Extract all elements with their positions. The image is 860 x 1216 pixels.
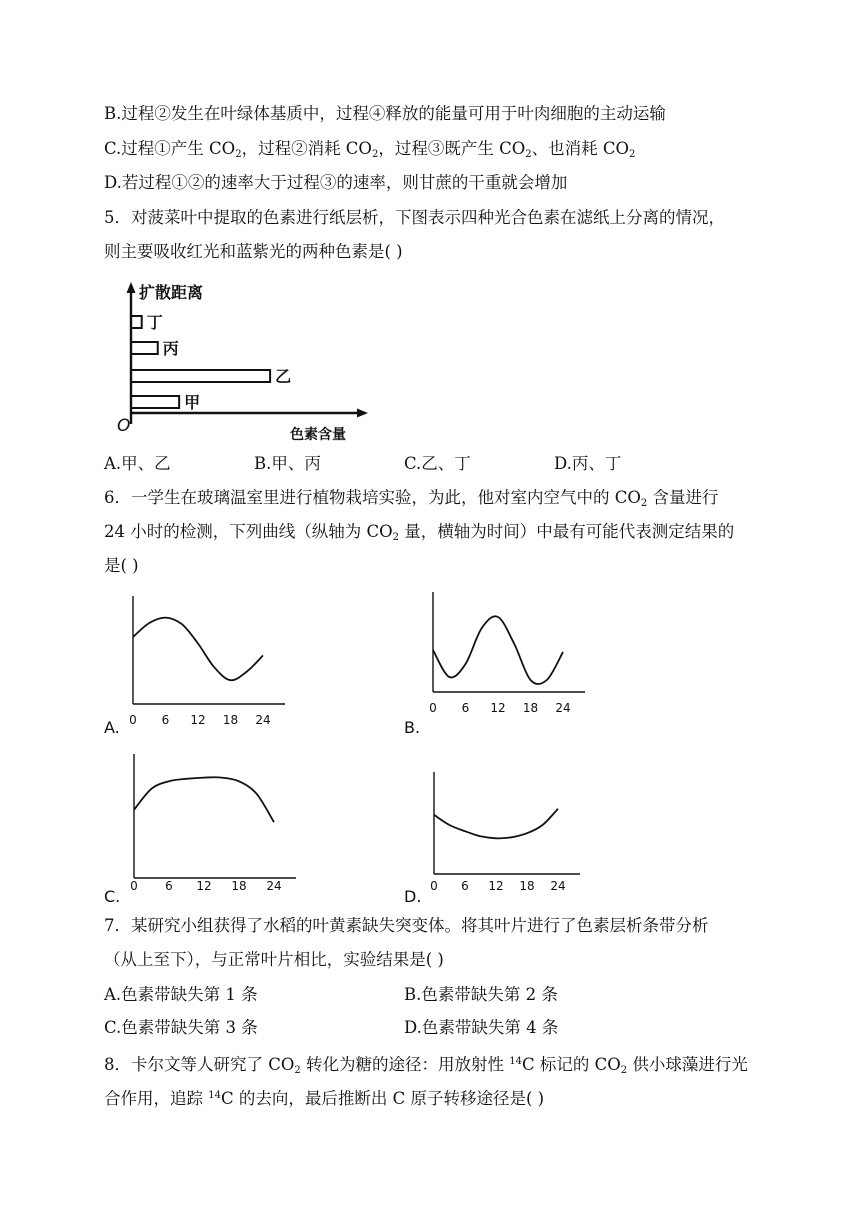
graph-a-label: A. [104, 718, 120, 737]
x-tick-label: 18 [519, 879, 535, 893]
x-tick-label: 18 [522, 701, 539, 715]
question-7-stem-1: 7．某研究小组获得了水稻的叶黄素缺失突变体。将其叶片进行了色素层析条带分析 [104, 916, 709, 935]
q7-option-c-text: C.色素带缺失第 3 条 [104, 1018, 258, 1037]
graph-c-ticks [130, 879, 281, 893]
subscript-2: 2 [525, 149, 532, 160]
x-tick-label: 0 [130, 879, 138, 893]
q7-option-a[interactable] [104, 984, 258, 1006]
x-tick-label: 18 [222, 713, 239, 727]
graph-c [100, 750, 300, 908]
option-b-line [104, 103, 666, 125]
subscript-2: 2 [294, 1065, 301, 1076]
question-8-stem-4: 供小球藻进行光 [627, 1055, 748, 1074]
graph-d-curve [434, 809, 558, 839]
x-tick-label: 6 [165, 879, 173, 893]
graph-c-label: C. [104, 887, 121, 906]
q7-option-b-text: B.色素带缺失第 2 条 [404, 985, 558, 1004]
question-6-stem-3: 24 小时的检测，下列曲线（纵轴为 CO [104, 522, 393, 541]
x-axis-label: 色素含量 [290, 427, 346, 442]
question-7-stem-2: （从上至下），与正常叶片相比，实验结果是( ) [104, 950, 444, 969]
question-6-line-3 [104, 555, 139, 577]
pigment-bar-3 [131, 396, 179, 408]
option-b-text: B.过程②发生在叶绿体基质中，过程④释放的能量可用于叶肉细胞的主动运输 [104, 104, 666, 123]
x-tick-label: 24 [255, 713, 271, 727]
graph-b-label: B. [404, 718, 421, 737]
pigment-bar-0 [131, 316, 142, 328]
y-axis-arrow [127, 282, 136, 293]
pigment-bar-2 [131, 370, 270, 382]
pigment-label-3: 甲 [184, 393, 201, 412]
question-6-stem-5: 是( ) [104, 556, 139, 575]
question-8-stem-2: 转化为糖的途径：用放射性 [300, 1055, 510, 1074]
subscript-2: 2 [629, 149, 636, 160]
pigment-label-0: 丁 [146, 313, 163, 332]
option-c-text-3: ，过程③既产生 CO [378, 139, 526, 158]
pigment-label-1: 丙 [162, 339, 179, 358]
q7-option-d-text: D.色素带缺失第 4 条 [404, 1018, 559, 1037]
x-tick-label: 6 [161, 713, 170, 727]
subscript-2: 2 [640, 498, 648, 509]
x-tick-label: 12 [196, 879, 212, 893]
subscript-2: 2 [371, 149, 379, 160]
q5-option-a-text: A.甲、乙 [104, 454, 171, 473]
x-tick-label: 0 [429, 701, 437, 715]
question-5-line-2 [104, 241, 403, 263]
q5-option-b[interactable] [254, 453, 321, 475]
graph-d [400, 770, 600, 908]
x-tick-label: 12 [488, 879, 504, 893]
question-5-line-1 [104, 207, 725, 229]
q5-option-d-text: D.丙、丁 [554, 454, 622, 473]
question-6-line-2 [104, 521, 734, 549]
q7-option-a-text: A.色素带缺失第 1 条 [104, 985, 258, 1004]
q7-option-d[interactable] [404, 1017, 558, 1039]
graph-d-ticks [430, 879, 565, 893]
graph-a-ticks [129, 713, 270, 727]
graph-b-curve [433, 616, 563, 684]
graph-d-axes [434, 772, 580, 874]
x-tick-label: 6 [461, 879, 469, 893]
question-6-stem-1: 6．一学生在玻璃温室里进行植物栽培实验，为此，他对室内空气中的 CO [104, 488, 641, 507]
question-8-stem-3: C 标记的 CO [522, 1055, 621, 1074]
superscript-14: 14 [509, 1056, 523, 1067]
x-tick-label: 24 [266, 879, 282, 893]
question-6-stem-2: 含量进行 [647, 488, 719, 507]
question-7-line-2 [104, 949, 444, 971]
graph-a [100, 588, 300, 740]
option-c-text-2: ，过程②消耗 CO [241, 139, 372, 158]
question-5-stem-2: 则主要吸收红光和蓝紫光的两种色素是( ) [104, 242, 403, 261]
question-8-stem-5: 合作用，追踪 [104, 1089, 209, 1108]
graph-b-axes [433, 592, 585, 692]
x-tick-label: 24 [555, 701, 571, 715]
question-6-line-1 [104, 487, 719, 515]
x-tick-label: 0 [430, 879, 438, 893]
q5-option-a[interactable] [104, 453, 171, 475]
question-8-line-1 [104, 1051, 748, 1082]
question-8-line-2 [104, 1085, 544, 1110]
y-axis-label: 扩散距离 [139, 283, 204, 302]
option-c-line [104, 138, 635, 166]
question-8-stem-1: 8．卡尔文等人研究了 CO [104, 1055, 295, 1074]
graph-c-curve [134, 777, 274, 822]
question-6-stem-4: 量，横轴为时间）中最有可能代表测定结果的 [399, 522, 735, 541]
q5-option-d[interactable] [554, 453, 621, 475]
option-d-text: D.若过程①②的速率大于过程③的速率，则甘蔗的干重就会增加 [104, 173, 568, 192]
option-d-line [104, 172, 567, 194]
subscript-2: 2 [392, 532, 400, 543]
question-8-stem-6: C 的去向，最后推断出 C 原子转移途径是( ) [220, 1089, 545, 1108]
graph-b [400, 588, 600, 740]
question-5-stem-1: 5．对菠菜叶中提取的色素进行纸层析，下图表示四种光合色素在滤纸上分离的情况， [104, 208, 725, 227]
option-c-text-1: C.过程①产生 CO [104, 139, 236, 158]
pigment-chart [112, 278, 372, 442]
graph-d-label: D. [404, 887, 422, 906]
origin-label: O [117, 416, 131, 436]
x-tick-label: 24 [550, 879, 566, 893]
q5-option-c[interactable] [404, 453, 471, 475]
pigment-bar-1 [131, 342, 158, 354]
x-tick-label: 18 [231, 879, 247, 893]
q7-option-b[interactable] [404, 984, 558, 1006]
x-tick-label: 12 [190, 713, 206, 727]
option-c-text-4: 、也消耗 CO [531, 139, 630, 158]
q5-option-b-text: B.甲、丙 [254, 454, 321, 473]
x-axis-arrow [357, 409, 368, 418]
x-tick-label: 0 [129, 713, 137, 727]
graph-a-curve [133, 618, 263, 681]
graph-b-ticks [429, 701, 570, 715]
question-7-line-1 [104, 915, 709, 937]
graph-a-axes [133, 596, 285, 704]
pigment-label-2: 乙 [275, 367, 292, 386]
superscript-14: 14 [208, 1090, 221, 1101]
x-tick-label: 6 [461, 701, 470, 715]
subscript-2: 2 [235, 149, 242, 160]
x-tick-label: 12 [490, 701, 506, 715]
q5-option-c-text: C.乙、丁 [404, 454, 471, 473]
graph-c-axes [134, 754, 296, 878]
subscript-2: 2 [620, 1065, 628, 1076]
q7-option-c[interactable] [104, 1017, 258, 1039]
